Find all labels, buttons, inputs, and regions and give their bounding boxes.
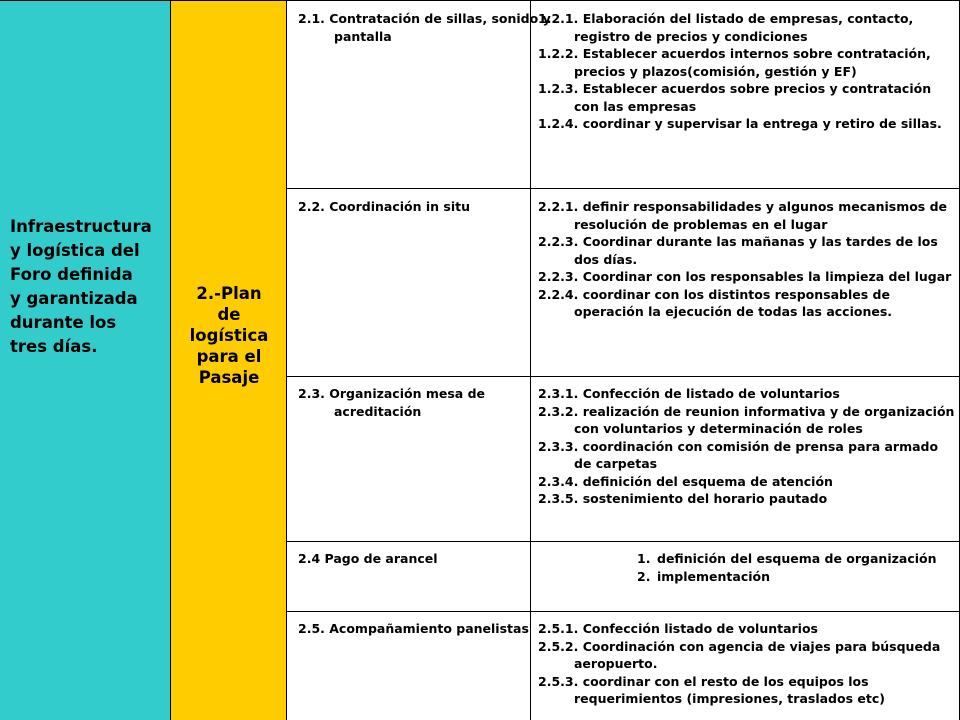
objective-line: y logística del: [10, 241, 140, 260]
row-divider: [287, 541, 960, 542]
plan-line: de: [217, 305, 241, 324]
task-item: 2.5.2. Coordinación con agencia de viajes para búsqueda aeropuerto.: [538, 638, 941, 671]
subactivity-cell: 2.2. Coordinación in situ: [298, 199, 470, 214]
task-item: 2.3.4. definición del esquema de atención: [538, 473, 833, 489]
task-item: 2.3.1. Confección de listado de voluntarios: [538, 386, 840, 401]
task-item: 2.3.5. sostenimiento del horario pautado: [538, 491, 828, 506]
task-text: implementación: [657, 568, 771, 584]
task-item: 2.5.1. Confección listado de voluntarios: [538, 621, 818, 636]
task-number: 1.: [637, 551, 651, 566]
numbered-task-list: [637, 550, 955, 585]
tasks-cell: [538, 198, 955, 321]
row-divider: [287, 188, 960, 189]
subactivity-cell: 2.5. Acompañamiento panelistas: [298, 621, 529, 636]
plan-line: logística: [189, 326, 269, 345]
objective-line: y garantizada: [10, 289, 138, 308]
task-item: 2.2.3. Coordinar durante las mañanas y las tardes de los dos días.: [538, 234, 938, 267]
task-item: 1.2.4. coordinar y supervisar la entrega y retiro de sillas.: [538, 116, 942, 131]
subactivity-cell: 2.1. Contratación de sillas, sonido y pantalla: [298, 11, 551, 44]
objective-text: [10, 215, 170, 359]
task-item: 2.2.4. coordinar con los distintos responsables de operación la ejecución de todas las acciones.: [538, 286, 893, 319]
tasks-cell: [538, 385, 955, 508]
plan-line: Pasaje: [198, 368, 260, 387]
subactivity-cell: 2.4 Pago de arancel: [298, 551, 438, 566]
plan-line: 2.-Plan: [196, 284, 262, 303]
task-item: 2.2.1. definir responsabilidades y algunos mecanismos de resolución de problemas en el lugar: [538, 199, 948, 232]
task-number: 2.: [637, 568, 651, 584]
objective-line: Infraestructura: [10, 217, 152, 236]
task-item: 2.3.2. realización de reunion informativa y de organización con voluntarios y determinación de roles: [538, 403, 955, 436]
tasks-cell: [538, 10, 955, 133]
objective-line: Foro definida: [10, 265, 133, 284]
plan-title: [171, 283, 287, 388]
task-item: [637, 550, 955, 568]
objective-line: tres días.: [10, 337, 98, 356]
task-item: 2.2.3. Coordinar con los responsables la limpieza del lugar: [538, 269, 952, 284]
task-item: 1.2.3. Establecer acuerdos sobre precios y contratación con las empresas: [538, 81, 932, 114]
table-top-border: [0, 0, 960, 1]
plan-column: [171, 0, 287, 720]
task-item: [637, 568, 955, 586]
task-item: 1.2.2. Establecer acuerdos internos sobre contratación, precios y plazos(comisión, gestión y EF): [538, 46, 931, 79]
task-item: 1.2.1. Elaboración del listado de empresas, contacto, registro de precios y condiciones: [538, 11, 914, 44]
task-text: definición del esquema de organización: [657, 551, 937, 566]
task-item: 2.3.3. coordinación con comisión de prensa para armado de carpetas: [538, 438, 939, 471]
row-divider: [287, 611, 960, 612]
tasks-cell: [538, 620, 955, 708]
tasks-cell: [637, 550, 955, 585]
subactivity-cell: 2.3. Organización mesa de acreditación: [298, 386, 485, 419]
row-divider: [287, 376, 960, 377]
task-item: 2.5.3. coordinar con el resto de los equipos los requerimientos (impresiones, traslados etc): [538, 673, 885, 706]
column-divider: [530, 0, 531, 720]
objective-column: [0, 0, 171, 720]
plan-line: para el: [196, 347, 262, 366]
objective-line: durante los: [10, 313, 117, 332]
